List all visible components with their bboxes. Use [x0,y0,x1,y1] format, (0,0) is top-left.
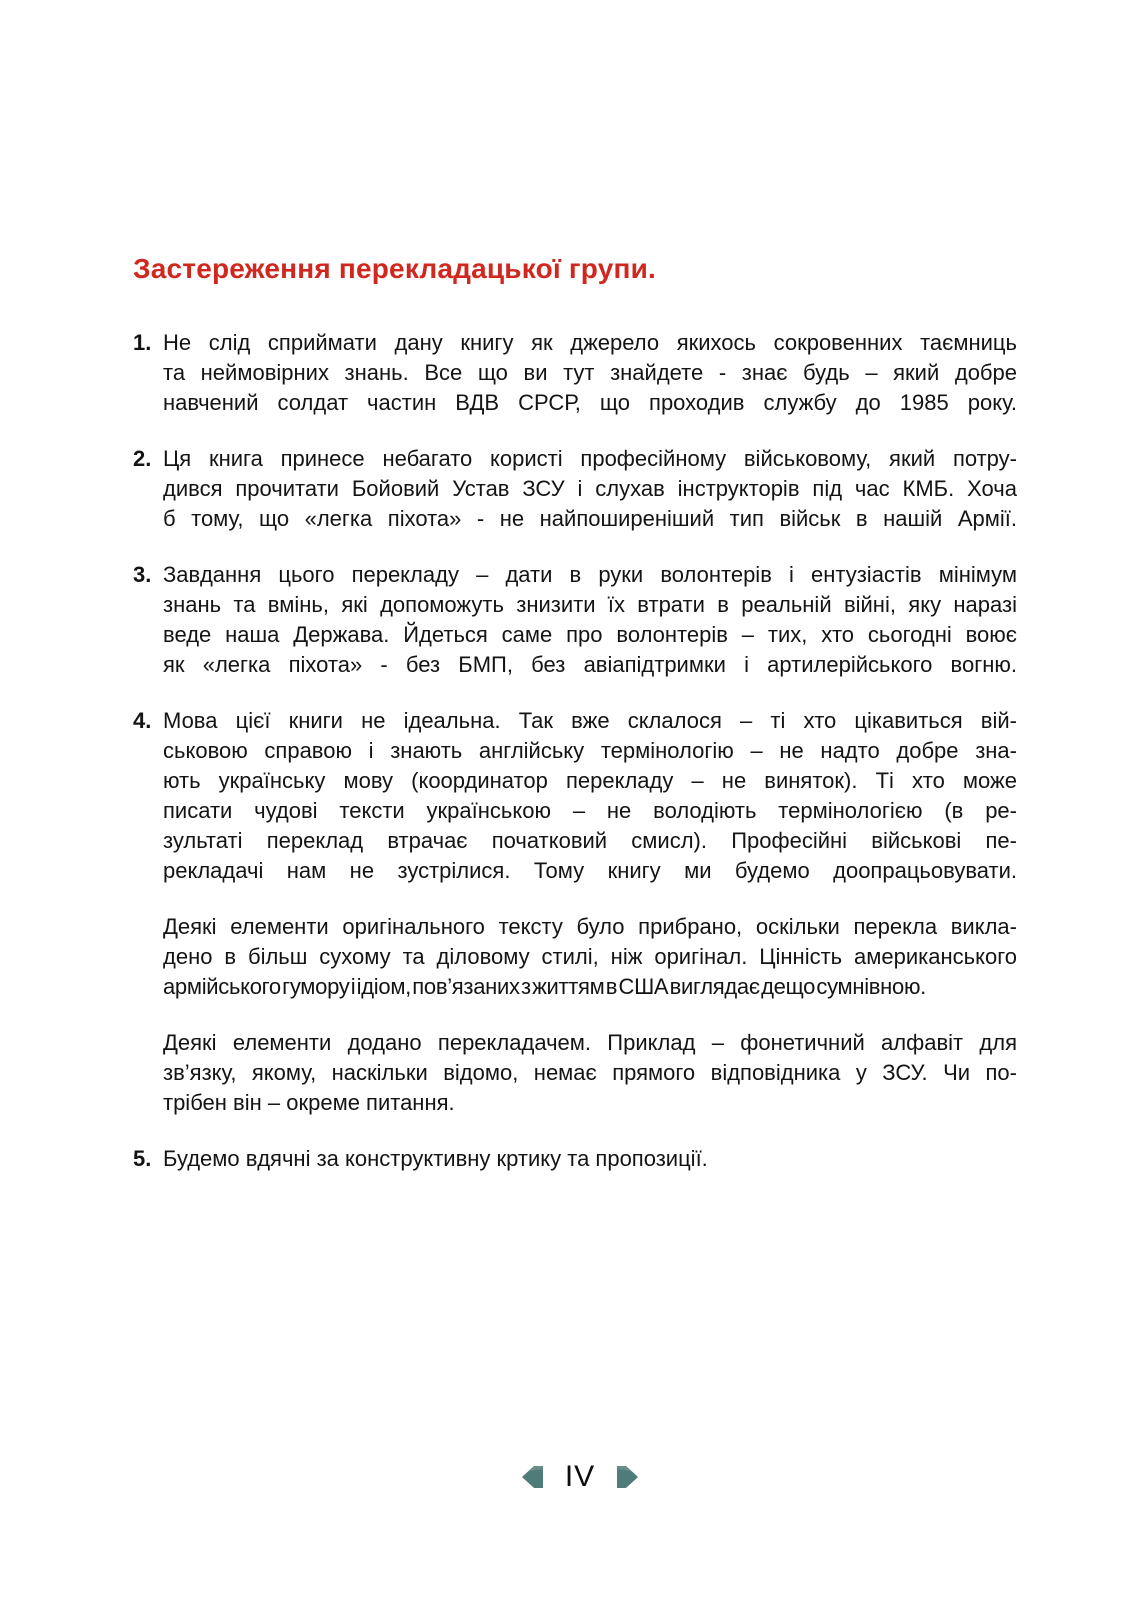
list-item [133,1144,1017,1174]
text-line: б тому, що «легка піхота» - не найпоширеніший тип військ в нашій Армії. [163,506,1017,531]
text-line: дено в більш сухому та діловому стилі, ніж оригінал. Цінність американського [163,944,1017,969]
page-number: IV [564,1460,596,1493]
item-number: 3. [133,562,152,587]
next-page-arrow-icon[interactable] [615,1463,639,1491]
text-line: писати чудові тексти українською – не володіють термінологією (в ре- [163,798,1017,823]
text-line: Ця книга принесе небагато користі професійному військовому, який потру- [163,446,1017,471]
text-line: Будемо вдячні за конструктивну кртику та пропозиції. [163,1146,708,1171]
text-line: ють українську мову (координатор перекладу – не виняток). Ті хто може [163,768,1017,793]
text-line: армійського гумору і ідіом, пов’язаних з життям в США виглядає дещо сумнівною. [163,974,926,999]
paragraph [133,1028,1017,1118]
text-line: Завдання цього перекладу – дати в руки волонтерів і ентузіастів мінімум [163,562,1017,587]
prev-page-arrow-icon[interactable] [521,1463,545,1491]
page-footer [9,1460,1142,1494]
text-line: зв’язку, якому, наскільки відомо, немає прямого відповідника у ЗСУ. Чи по- [163,1060,1017,1085]
text-line: дився прочитати Бойовий Устав ЗСУ і слухав інструкторів під час КМБ. Хоча [163,476,1017,501]
items [133,328,1017,1174]
list-item [133,444,1017,534]
item-number: 2. [133,446,152,471]
list-item [133,328,1017,418]
text-line: рекладачі нам не зустрілися. Тому книгу ми будемо доопрацьовувати. [163,858,1017,883]
item-number: 5. [133,1146,152,1171]
page-title: Застереження перекладацької групи. [133,253,656,284]
text-line: Деякі елементи оригінального тексту було прибрано, оскільки перекла викла- [163,914,1017,939]
item-number: 4. [133,708,152,733]
text-line: зультаті переклад втрачає початковий смисл). Професійні військові пе- [163,828,1017,853]
page-content [133,252,1017,1200]
text-line: знань та вмінь, які допоможуть знизити їх втрати в реальній війні, яку наразі [163,592,1017,617]
text-line: Деякі елементи додано перекладачем. Приклад – фонетичний алфавіт для [163,1030,1017,1055]
text-line: ськовою справою і знають англійську термінологію – не надто добре зна- [163,738,1017,763]
list-item [133,560,1017,680]
text-line: та неймовірних знань. Все що ви тут знайдете - знає будь – який добре [163,360,1017,385]
text-line: трібен він – окреме питання. [163,1090,455,1115]
text-line: як «легка піхота» - без БМП, без авіапідтримки і артилерійського вогню. [163,652,1017,677]
text-line: навчений солдат частин ВДВ СРСР, що проходив службу до 1985 року. [163,390,1017,415]
item-number: 1. [133,330,152,355]
list-item [133,706,1017,886]
text-line: веде наша Держава. Йдеться саме про волонтерів – тих, хто сьогодні воює [163,622,1017,647]
text-line: Мова цієї книги не ідеальна. Так вже склалося – ті хто цікавиться вій- [163,708,1017,733]
text-line: Не слід сприймати дану книгу як джерело якихось сокровенних таємниць [163,330,1017,355]
paragraph [133,912,1017,1002]
